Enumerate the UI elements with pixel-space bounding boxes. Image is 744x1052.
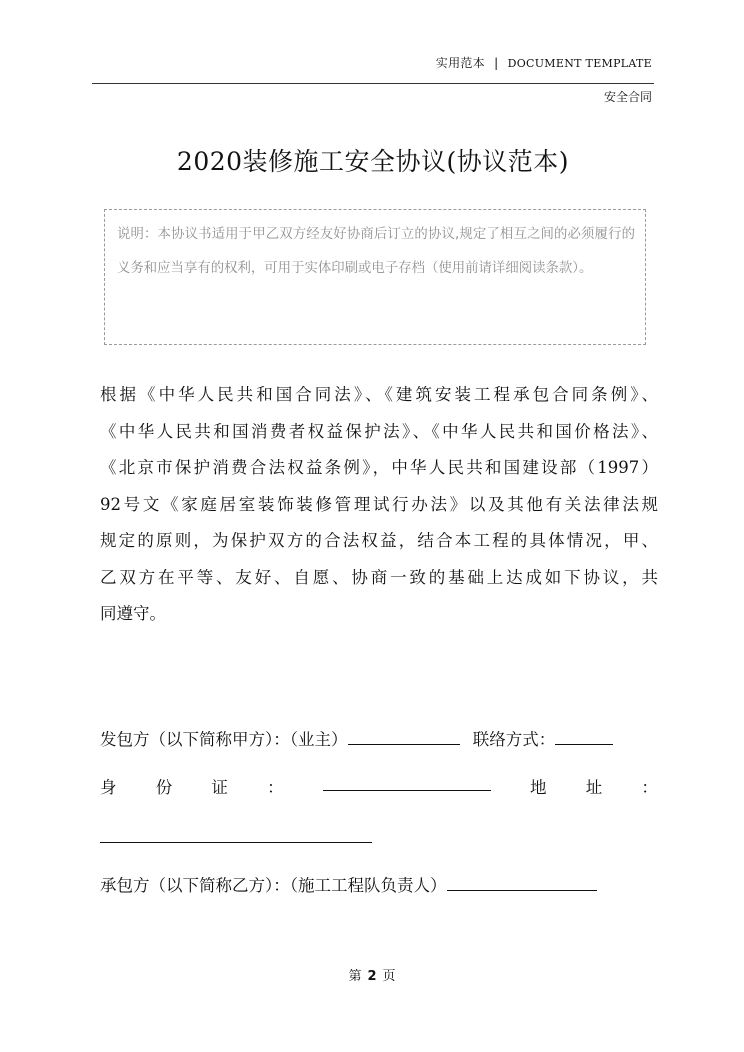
body-paragraph — [100, 377, 658, 633]
body-line: 《北京市保护消费合法权益条例》，中华人民共和国建设部（1997） — [100, 458, 658, 477]
header-separator: | — [494, 56, 499, 70]
party-a-row — [100, 726, 658, 750]
body-line: 规定的原则，为保护双方的合法权益，结合本工程的具体情况，甲、 — [100, 531, 658, 550]
id-address-row — [100, 774, 658, 798]
contact-blank[interactable] — [555, 728, 613, 745]
party-a-label: 发包方（以下简称甲方）：（业主） — [100, 730, 348, 749]
id-char: 份 — [155, 778, 173, 797]
address-blank[interactable] — [100, 826, 372, 843]
party-b-label: 承包方（以下简称乙方）：（施工工程队负责人） — [100, 876, 447, 895]
body-line: 根据《中华人民共和国合同法》、《建筑安装工程承包合同条例》、 — [100, 385, 658, 404]
address-continuation-row — [100, 826, 658, 847]
note-text: 说明：本协议书适用于甲乙双方经友好协商后订立的协议,规定了相互之间的必须履行的义务和应当享有的权利，可用于实体印刷或电子存档（使用前请详细阅读条款）。 — [117, 227, 635, 276]
body-line: 92号文《家庭居室装饰装修管理试行办法》以及其他有关法律法规 — [100, 494, 658, 514]
id-char: ： — [267, 778, 284, 797]
party-b-row — [100, 872, 658, 896]
header-category: 安全合同 — [603, 90, 652, 104]
header-rule — [92, 83, 654, 84]
page-footer — [0, 965, 744, 984]
id-char: 证 — [211, 778, 228, 797]
header-brand-en: DOCUMENT TEMPLATE — [507, 57, 652, 70]
footer-suffix: 页 — [382, 969, 396, 984]
party-a-blank[interactable] — [348, 728, 460, 745]
body-line: 同遵守。 — [100, 604, 166, 623]
page-number: 2 — [367, 969, 377, 984]
id-blank[interactable] — [323, 774, 491, 791]
contact-label: 联络方式： — [472, 730, 556, 749]
address-char: 地 — [530, 778, 547, 797]
header-brand-cn: 实用范本 — [435, 56, 485, 70]
note-box — [104, 209, 646, 345]
document-title: 2020装修施工安全协议(协议范本) — [176, 147, 570, 176]
footer-prefix: 第 — [348, 969, 362, 984]
id-char: 身 — [100, 778, 117, 797]
body-line: 乙双方在平等、友好、自愿、协商一致的基础上达成如下协议，共 — [100, 567, 658, 587]
body-line: 《中华人民共和国消费者权益保护法》、《中华人民共和国价格法》、 — [100, 421, 658, 441]
address-char: 址 — [585, 778, 603, 797]
header-brand — [436, 54, 652, 71]
address-char: ： — [641, 778, 658, 797]
party-b-blank[interactable] — [447, 874, 597, 891]
